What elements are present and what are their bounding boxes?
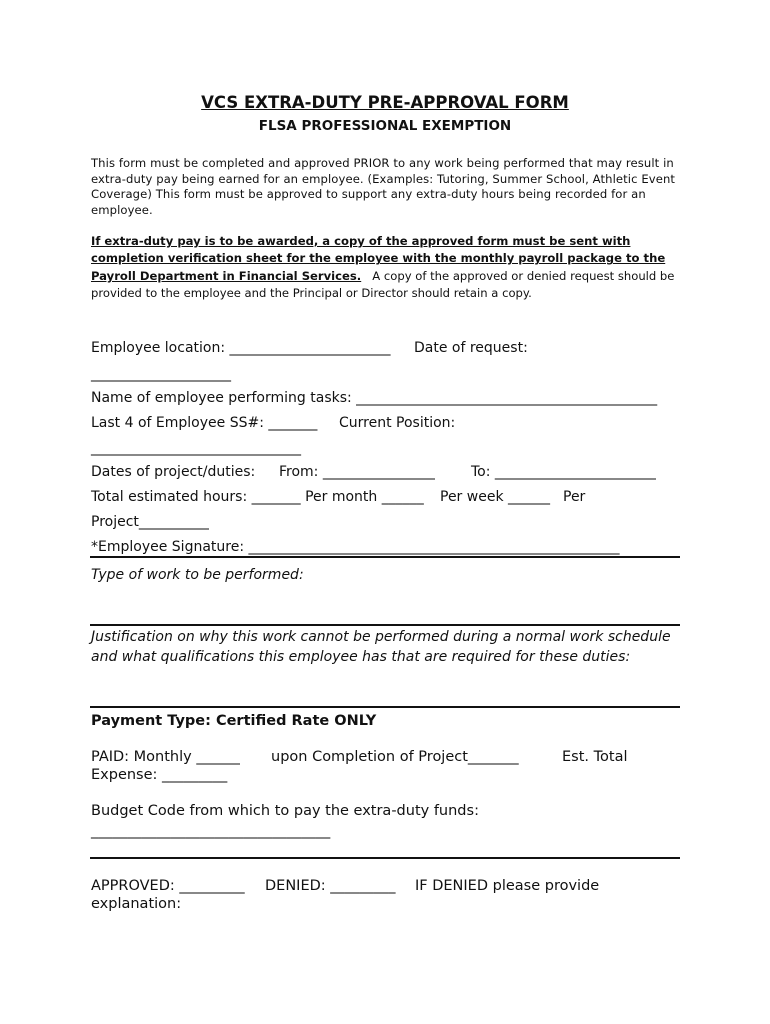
form-title: VCS EXTRA-DUTY PRE-APPROVAL FORM bbox=[201, 93, 569, 112]
est-total-label: Est. Total bbox=[562, 749, 628, 765]
date-from-field[interactable]: From: ________________ bbox=[279, 464, 435, 480]
payroll-notice bbox=[91, 233, 691, 303]
type-of-work-label: Type of work to be performed: bbox=[91, 567, 304, 583]
form-subtitle: FLSA PROFESSIONAL EXEMPTION bbox=[258, 118, 512, 134]
explanation-label: explanation: bbox=[91, 896, 182, 912]
per-project-field[interactable]: Project__________ bbox=[91, 514, 209, 530]
budget-code-field[interactable]: _________________________________ bbox=[91, 823, 331, 839]
employee-signature-field[interactable]: *Employee Signature: _____________________________________________________ bbox=[91, 539, 620, 555]
total-hours-field[interactable]: Total estimated hours: _______ Per month ______ bbox=[91, 489, 424, 505]
current-position-field[interactable]: ______________________________ bbox=[91, 440, 301, 456]
if-denied-label: IF DENIED please provide bbox=[415, 878, 600, 894]
per-week-field[interactable]: Per week ______ bbox=[440, 489, 550, 505]
employee-name-field[interactable]: Name of employee performing tasks: ___________________________________________ bbox=[91, 390, 658, 406]
payroll-notice-bold: If extra-duty pay is to be awarded, a copy of the approved form must be sent with completion verification sheet for the employee with the monthly payroll package to the Payroll Department in Financial Services. bbox=[91, 234, 666, 283]
budget-code-label: Budget Code from which to pay the extra-duty funds: bbox=[91, 803, 479, 819]
signature-rule bbox=[90, 556, 680, 558]
per-label: Per bbox=[563, 489, 586, 505]
expense-field[interactable]: Expense: _________ bbox=[91, 767, 228, 783]
justification-line-1: Justification on why this work cannot be performed during a normal work schedule bbox=[91, 629, 671, 645]
approved-field[interactable]: APPROVED: _________ bbox=[91, 878, 245, 894]
budget-rule bbox=[90, 857, 680, 859]
paid-monthly-field[interactable]: PAID: Monthly ______ bbox=[91, 749, 240, 765]
dates-label: Dates of project/duties: bbox=[91, 464, 256, 480]
payment-type-heading: Payment Type: Certified Rate ONLY bbox=[91, 713, 377, 729]
employee-location-field[interactable]: Employee location: _______________________ bbox=[91, 340, 391, 356]
current-position-label: Current Position: bbox=[339, 415, 456, 431]
upon-completion-field[interactable]: upon Completion of Project_______ bbox=[271, 749, 519, 765]
justification-rule bbox=[90, 706, 680, 708]
justification-line-2: and what qualifications this employee has that are required for these duties: bbox=[91, 649, 631, 665]
intro-paragraph: This form must be completed and approved PRIOR to any work being performed that may result in extra-duty pay being earned for an employee. (Examples: Tutoring, Summer School, Athletic Event Coverage) This form must be approved to support any extra-duty hours being recorded for an employee. bbox=[91, 156, 676, 217]
payroll-notice-rest: A copy of the approved or denied request should be provided to the employee and the Principal or Director should retain a copy. bbox=[91, 268, 675, 301]
date-of-request-field[interactable]: ____________________ bbox=[91, 366, 231, 382]
ss-last4-field[interactable]: Last 4 of Employee SS#: _______ bbox=[91, 415, 318, 431]
type-of-work-rule bbox=[90, 624, 680, 626]
denied-field[interactable]: DENIED: _________ bbox=[265, 878, 396, 894]
date-of-request-label: Date of request: bbox=[414, 340, 528, 356]
date-to-field[interactable]: To: _______________________ bbox=[471, 464, 656, 480]
